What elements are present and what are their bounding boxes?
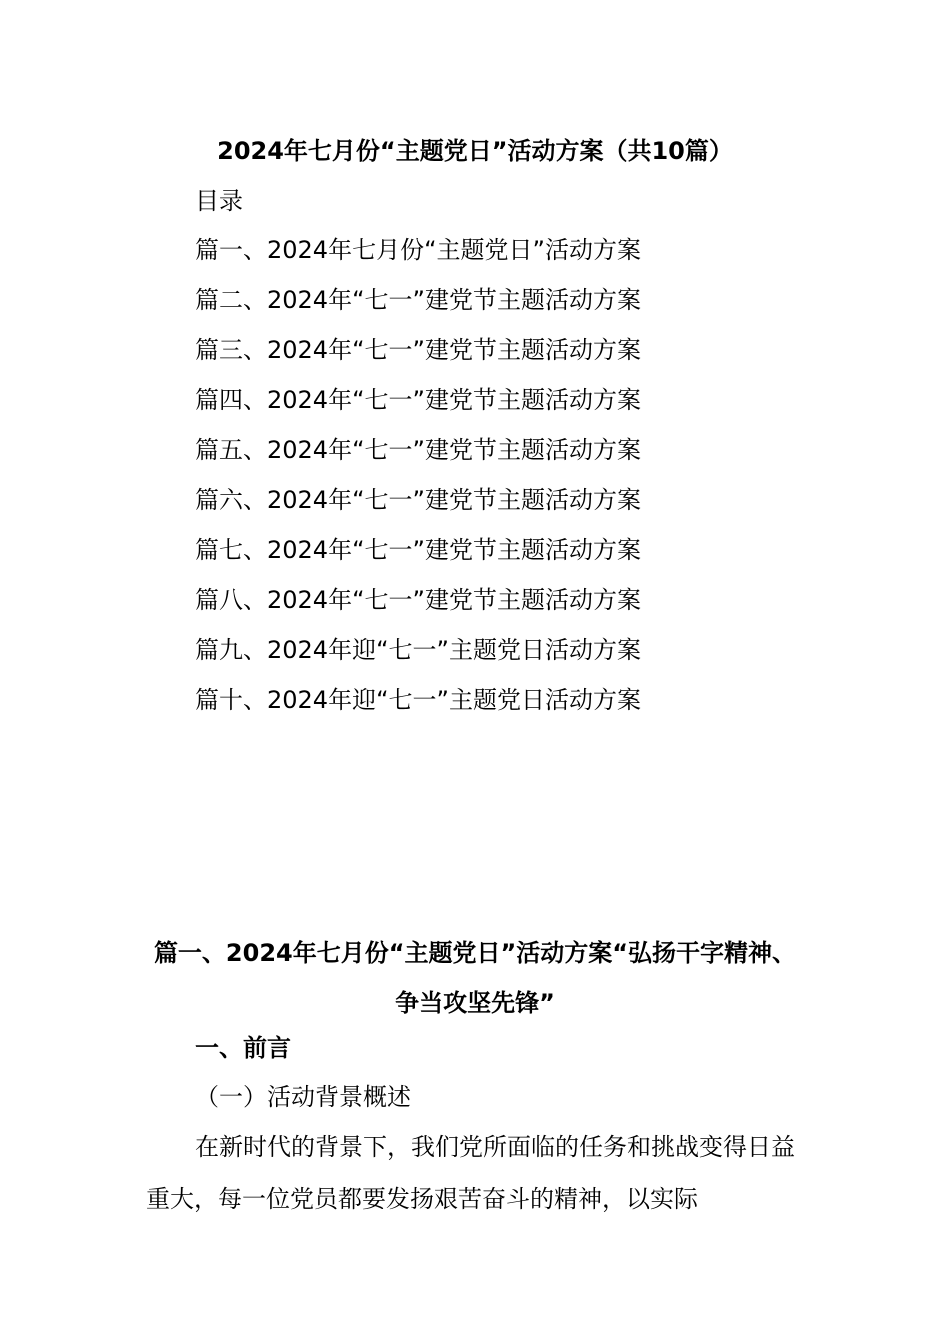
toc-label: 目录 [195, 187, 243, 215]
body-paragraph: 在新时代的背景下，我们党所面临的任务和挑战变得日益重大，每一位党员都要发扬艰苦奋斗的精神，以实际 [146, 1133, 795, 1213]
table-of-contents [195, 232, 641, 732]
subheading-preface: 一、前言 [195, 1034, 291, 1062]
toc-item: 篇八、2024年“七一”建党节主题活动方案 [195, 586, 641, 614]
toc-item: 篇七、2024年“七一”建党节主题活动方案 [195, 536, 641, 564]
toc-item: 篇一、2024年七月份“主题党日”活动方案 [195, 236, 641, 264]
toc-item: 篇三、2024年“七一”建党节主题活动方案 [195, 336, 641, 364]
toc-item: 篇四、2024年“七一”建党节主题活动方案 [195, 386, 641, 414]
toc-item: 篇二、2024年“七一”建党节主题活动方案 [195, 286, 641, 314]
toc-item: 篇六、2024年“七一”建党节主题活动方案 [195, 486, 641, 514]
toc-item: 篇五、2024年“七一”建党节主题活动方案 [195, 436, 641, 464]
document-title: 2024年七月份“主题党日”活动方案（共10篇） [217, 137, 733, 165]
toc-item: 篇九、2024年迎“七一”主题党日活动方案 [195, 636, 641, 664]
toc-item: 篇十、2024年迎“七一”主题党日活动方案 [195, 686, 641, 714]
section-heading: 篇一、2024年七月份“主题党日”活动方案“弘扬干字精神、争当攻坚先锋” [153, 939, 797, 1017]
subheading-background: （一）活动背景概述 [195, 1083, 411, 1111]
